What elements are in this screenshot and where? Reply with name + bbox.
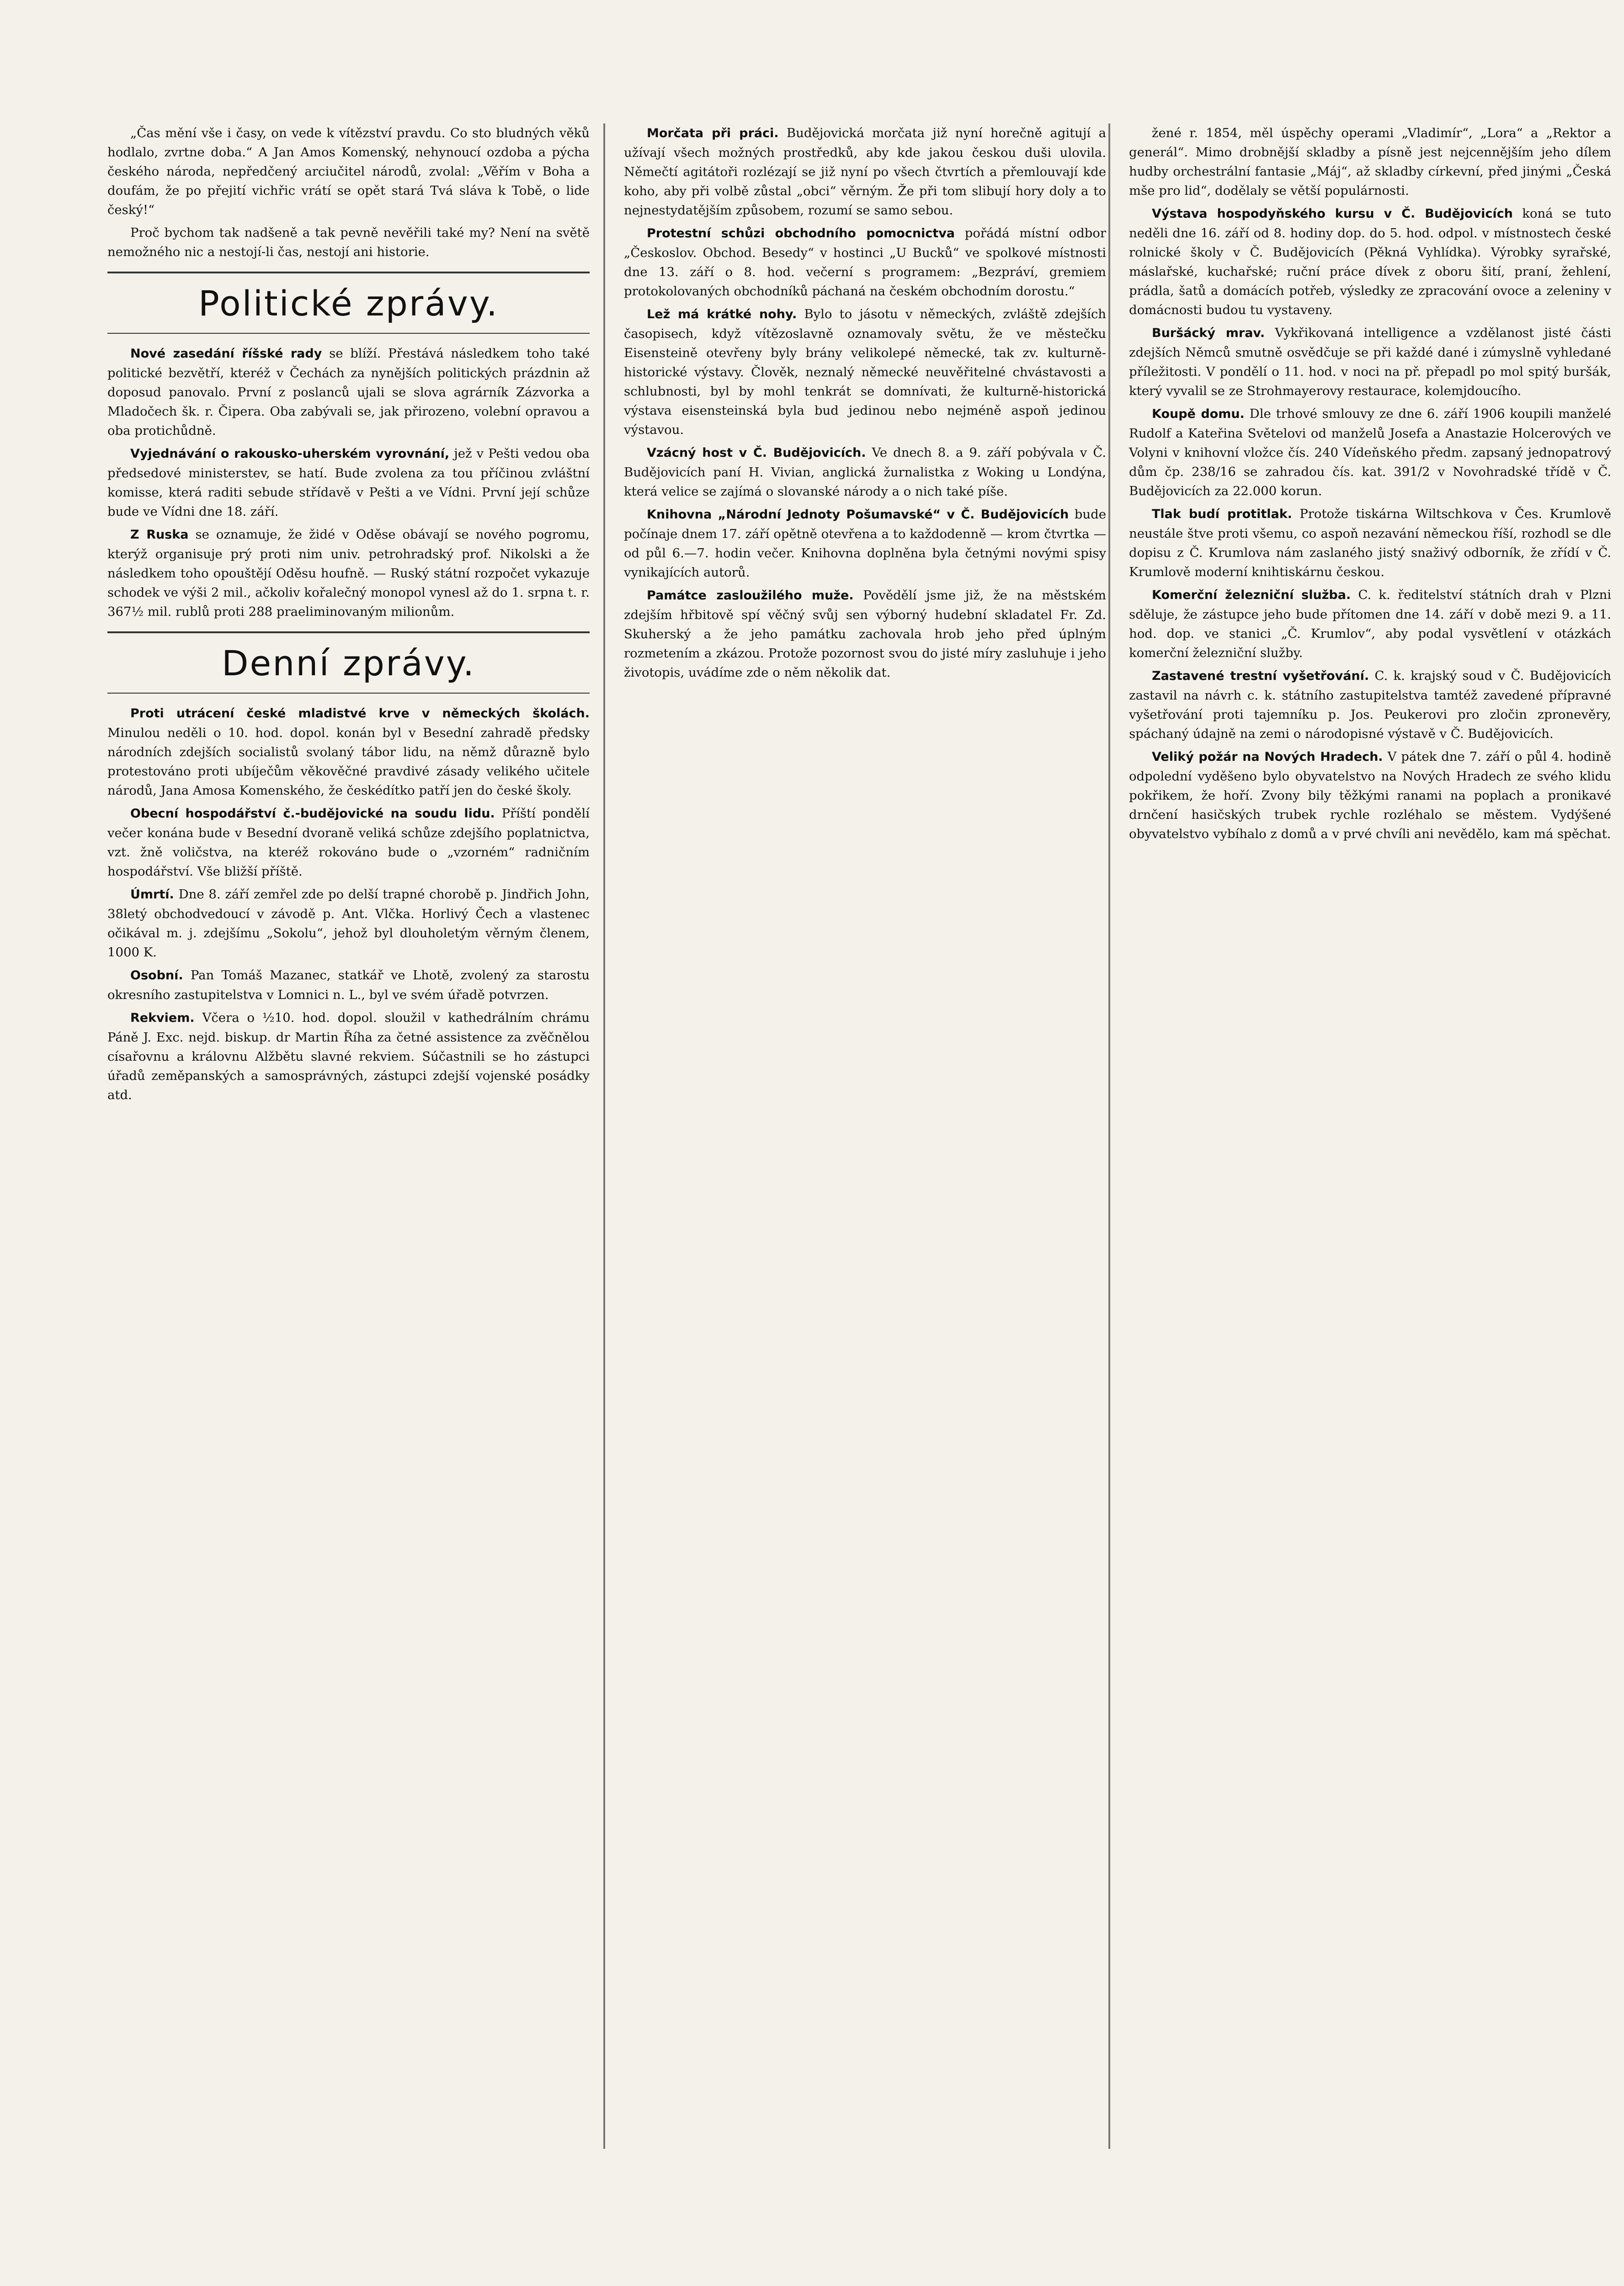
article-denni-1 — [107, 704, 590, 800]
article-headline: Lež má krátké nohy. — [647, 307, 797, 321]
article-headline: Vzácný host v Č. Budějovicích. — [647, 446, 866, 460]
article-body: Bylo to jásotu v německých, zvláště zdejších časopisech, když vítězoslavně oznamovaly světu, že ve městečku Eisensteině otevřeny byly brány velikolepé německé, tak zv. kulturně-historické výstavy. Člověk, neznalý německé neuvěřitelné chvástavosti a schlubnosti, byl by mohl tenkrát se domnívati, že kulturně-historická výstava eisensteinská byla bud jedinou nebo nejméně aspoň jedinou výstavou. — [624, 307, 1106, 437]
intro-paragraph: „Čas mění vše i časy, on vede k vítězství pravdu. Co sto bludných věků hodlalo, zvrtne doba.“ A Jan Amos Komenský, nehynoucí ozdoba a pýcha českého národa, nepředčený arciučitel národů, zvolal: „Věřím v Boha a doufám, že po přejití vichřic vrátí se opět stará Tvá sláva k Tobě, o lide český!“ — [107, 126, 590, 217]
article-tlak — [1129, 504, 1611, 582]
article-body: V pátek dne 7. září o půl 4. hodině odpolední vyděšeno bylo obyvatelstvo na Nových Hradech ze svého klidu pokřikem, že hoří. Zvony bily těžkými ranami na poplach a pronikavé drnčení hasičských trubek rychle rozléhalo se městem. Vydýšené obyvatelstvo vybíhalo z domů a v prvé chvíli ani nevědělo, kam má spěchat. — [1129, 749, 1611, 841]
article-pamatce — [624, 586, 1106, 682]
article-headline: Veliký požár na Nových Hradech. — [1152, 750, 1383, 764]
article-body: Příští pondělí večer konána bude v Besední dvoraně veliká schůze zdejšího poplatnictva, vzt. žně voličstva, na kteréž rokováno bude o „vzorném“ radničním hospodářství. Vše bližší příště. — [107, 806, 590, 879]
article-vzacny-host — [624, 443, 1106, 501]
article-denni-5 — [107, 1008, 590, 1105]
column-2 — [624, 123, 1106, 686]
article-body: Minulou neděli o 10. hod. dopol. konán byl v Besední zahradě předsky národních zdejších socialistů svolaný tábor lidu, na němž důrazně bylo protestováno proti ubíječům věkověčné pravdivé zásady velikého učitele národů, Jana Amosa Komenského, že českédítko patří jen do české školy. — [107, 726, 590, 798]
article-politicke-1 — [107, 344, 590, 440]
article-headline: Zastavené trestní vyšetřování. — [1152, 669, 1369, 683]
article-bursacky-mrav — [1129, 323, 1611, 401]
article-body: Dle trhové smlouvy ze dne 6. září 1906 koupili manželé Rudolf a Kateřina Světelovi od manželů Josefa a Anastazie Holcerových ve Volyni v knihovní vložce čís. 240 Vídeňského předm. zapsaný jednopatrový dům čp. 238/16 se zahradou čís. kat. 391/2 v Novohradské třídě v Č. Budějovicích za 22.000 korun. — [1129, 406, 1611, 498]
article-body: C. k. ředitelství státních drah v Plzni sděluje, že zástupce jeho bude přítomen dne 14. září v době mezi 9. a 11. hod. dop. ve stanici „Č. Krumlov“, aby podal vysvětlení v otázkách komerční železniční služby. — [1129, 588, 1611, 660]
article-body: Ve dnech 8. a 9. září pobývala v Č. Budějovicích paní H. Vivian, anglická žurnalistka z Woking u Londýna, která velice se zajímá o slovanské národy a o nich také píše. — [624, 445, 1106, 499]
article-headline: Protestní schůzi obchodního pomocnictva — [647, 226, 955, 240]
article-denni-3 — [107, 885, 590, 962]
article-komercni-sluzba — [1129, 585, 1611, 662]
article-denni-4 — [107, 966, 590, 1004]
article-protestni-schuze — [624, 224, 1106, 301]
article-headline: Osobní. — [130, 968, 183, 983]
article-body: Povědělí jsme již, že na městském zdejším hřbitově spí věčný svůj sen výborný hudební skladatel Fr. Zd. Skuherský a že jeho památku zachovala hrob jeho před úplným rozmetením a zkázou. Protože pozornost svou do jisté míry zasluhuje i jeho životopis, uvádíme zde o něm několik dat. — [624, 588, 1106, 680]
article-body: Vykřikovaná intelligence a vzdělanost jisté části zdejších Němců smutně osvědčuje se při každé dané i zúmyslně vyhledané příležitosti. V pondělí o 11. hod. v noci na př. přepadl po mol spitý buršák, který vyvalil se ze Strohmayerovy restaurace, kolemjdoucího. — [1129, 326, 1611, 398]
article-lez — [624, 304, 1106, 439]
article-body: se blíží. Přestává následkem toho také politické bezvětří, kteréž v Čechách za nynějších politických prázdnin až doposud panovalo. První z poslanců ujali se slova agrárník Zázvorka a Mladočech šk. r. Čipera. Oba zabývali se, jak přirozeno, volební opravou a oba protichůdně. — [107, 346, 590, 438]
intro-paragraph-2: Proč bychom tak nadšeně a tak pevně nevěřili také my? Není na světě nemožného nic a nestojí-li čas, nestojí ani historie. — [107, 225, 590, 259]
article-headline: Vyjednávání o rakousko-uherském vyrovnání, — [130, 447, 450, 461]
article-continuation: žené r. 1854, měl úspěchy operami „Vladimír“, „Lora“ a „Rektor a generál“. Mimo drobnější skladby a písně jest nejcennějším jeho dílem hudby orchestrální fantasie „Máj“, až skladby církevní, před jinými „Česká mše pro lid“, dodělaly se větší populárnosti. — [1129, 126, 1611, 198]
article-denni-2 — [107, 804, 590, 881]
article-body: C. k. krajský soud v Č. Budějovicích zastavil na návrh c. k. státního zastupitelstva tamtéž zavedené přípravné vyšetřování proti tajemníku p. Jos. Peukerovi pro zločin zpronevěry, spáchaný údajně na zemi o národopisné výstavě v Č. Budějovicích. — [1129, 668, 1611, 741]
article-vystava — [1129, 204, 1611, 320]
article-body: se oznamuje, že židé v Oděse obávají se nového pogromu, kterýž organisuje prý proti nim univ. petrohradský prof. Nikolski a že následkem toho opouštějí Oděsu houfně. — Ruský státní rozpočet vykazuje schodek ve výši 2 mil., ačkoliv kořalečný monopol vynesl až do 1. srpna t. r. 367½ mil. rublů proti 288 praeliminovaným milionům. — [107, 527, 590, 619]
article-headline: Nové zasedání říšské rady — [130, 347, 322, 361]
article-politicke-3 — [107, 525, 590, 621]
article-pozar — [1129, 747, 1611, 844]
article-body: Protože tiskárna Wiltschkova v Čes. Krumlově neustále štve proti všemu, co aspoň nezavání německou říší, rozhodl se dle dopisu z Č. Krumlova nám zaslaného jistý snaživý odborník, že zřídí v Č. Krumlově moderní knihtiskárnu českou. — [1129, 507, 1611, 579]
article-headline: Obecní hospodářství č.-budějovické na soudu lidu. — [130, 807, 495, 821]
article-knihovna — [624, 505, 1106, 582]
article-politicke-2 — [107, 444, 590, 521]
article-headline: Památce zasloužilého muže. — [647, 588, 854, 603]
article-headline: Tlak budí protitlak. — [1152, 507, 1292, 521]
article-headline: Knihovna „Národní Jednoty Pošumavské“ v Č. Budějovicích — [647, 507, 1069, 522]
section-divider — [107, 272, 590, 273]
article-body: bude počínaje dnem 17. září opětně otevřena a to každodenně — krom čtvrtka — od půl 6.—7. hodin večer. Knihovna doplněna byla četnými novými spisy vynikajících autorů. — [624, 507, 1106, 580]
article-headline: Proti utrácení české mladistvé krve v německých školách. — [130, 706, 590, 721]
article-zastavene-vysetrovani — [1129, 666, 1611, 743]
article-body: Budějovická morčata již nyní horečně agitují a užívají všech možných prostředků, aby kde jakou českou duši ulovila. Němečtí agitátoři rozlézají se již nyní po všech čtvrtích a přemlouvají kde koho, aby při volbě zůstal „obci“ věrným. Že při tom slibují hory doly a to nejnestydatějším způsobem, rozumí se samo sebou. — [624, 126, 1106, 218]
article-headline: Výstava hospodyňského kursu v Č. Budějovicích — [1152, 207, 1513, 221]
article-headline: Buršácký mrav. — [1152, 326, 1265, 340]
section-divider-thin — [107, 693, 590, 694]
column-1 — [107, 123, 590, 1108]
section-divider — [107, 631, 590, 633]
article-body: Dne 8. září zemřel zde po delší trapné chorobě p. Jindřich John, 38letý obchodvedoucí v závodě p. Ant. Vlčka. Horlivý Čech a vlastenec očikával m. j. zdejšímu „Sokolu“, jehož byl dlouholetým věrným členem, 1000 K. — [107, 887, 590, 960]
article-body: Včera o ½10. hod. dopol. sloužil v kathedrálním chrámu Páně J. Exc. nejd. biskup. dr Martin Říha za četné assistence za zvěčnělou císařovnu a královnu Alžbětu slavné rekviem. Súčastnili se ho zástupci úřadů zeměpanských a samosprávných, zástupci zdejší vojenské posádky atd. — [107, 1010, 590, 1102]
article-koupe-domu — [1129, 404, 1611, 501]
article-body: koná se tuto neděli dne 16. září od 8. hodiny dop. do 5. hod. odpol. v místnostech české rolnické školy v Č. Budějovicích (Pěkná Vyhlídka). Výrobky syrařské, máslařské, kuchařské; ruční práce dívek z oboru šití, praní, žehlení, prádla, šatů a domácích potřeb, výsledky ze zpracování ovoce a zeleniny v domácnosti budou tu vystaveny. — [1129, 206, 1611, 317]
column-rule — [603, 123, 605, 2149]
article-headline: Koupě domu. — [1152, 407, 1245, 421]
section-title-denni-zpravy: Denní zprávy. — [221, 643, 476, 684]
column-3 — [1129, 123, 1611, 847]
article-headline: Rekviem. — [130, 1011, 195, 1025]
article-headline: Komerční železniční služba. — [1152, 588, 1351, 602]
article-body: jež v Pešti vedou oba předsedové ministerstev, se hatí. Bude zvolena za tou příčinou zvláštní komisse, která raditi sebude střídavě v Pešti a ve Vídni. První její schůze bude ve Vídni dne 18. září. — [107, 446, 590, 519]
article-body: Pan Tomáš Mazanec, statkář ve Lhotě, zvolený za starostu okresního zastupitelstva v Lomnici n. L., byl ve svém úřadě potvrzen. — [107, 968, 590, 1002]
article-headline: Úmrtí. — [130, 887, 174, 902]
section-divider-thin — [107, 333, 590, 334]
article-morcata — [624, 123, 1106, 220]
section-title-politicke-zpravy: Politické zprávy. — [198, 283, 499, 324]
column-rule — [1108, 123, 1110, 2149]
article-body: pořádá místní odbor „Českoslov. Obchod. Besedy“ v hostinci „U Bucků“ ve spolkové místnosti dne 13. září o 8. hod. večerní s programem: „Bezpráví, gremiem protokolovaných obchodníků páchaná na českém obchodním dorostu.“ — [624, 226, 1106, 299]
article-headline: Z Ruska — [130, 528, 189, 542]
article-headline: Morčata při práci. — [647, 126, 779, 140]
